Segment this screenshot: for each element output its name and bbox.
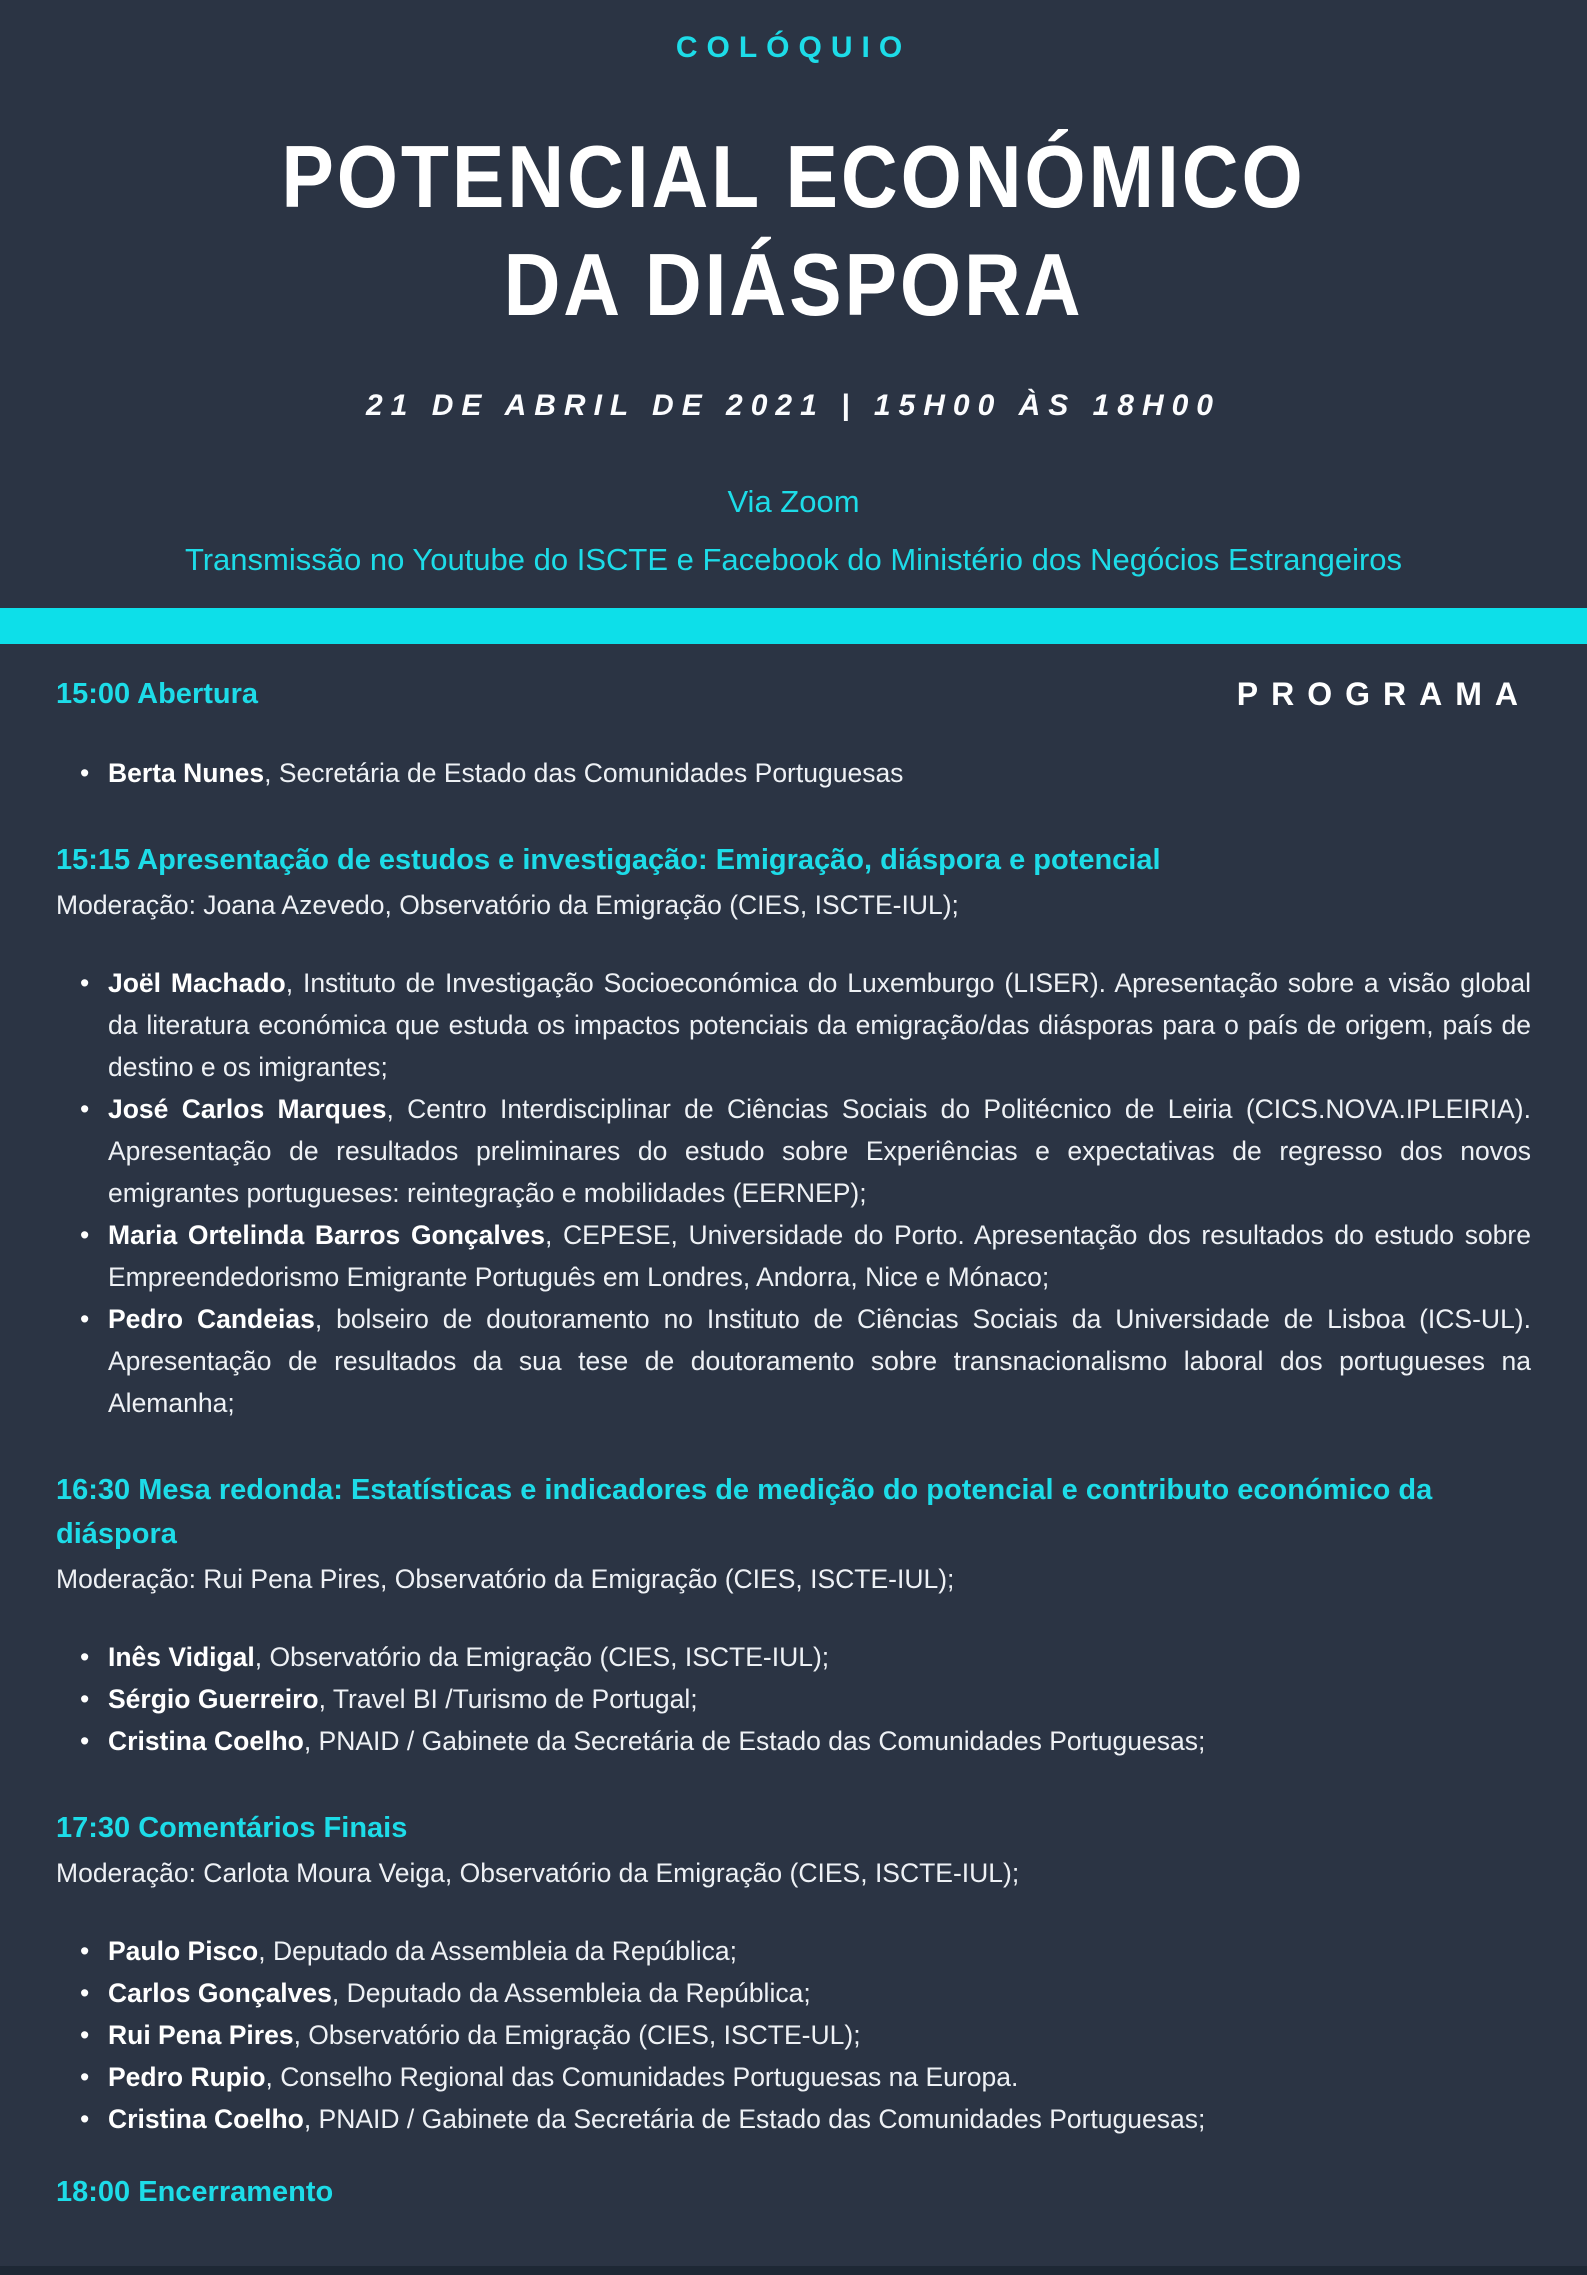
speaker-description: , Centro Interdisciplinar de Ciências Sociais do Politécnico de Leiria (CICS.NOVA.IPLEIRIA). Apresentação de resultados preliminares do estudo sobre Experiências e expectativas de regresso dos novos emigrantes portugueses: reintegração e mobilidades (EERNEP); bbox=[108, 1094, 1531, 1208]
speaker-affiliation: , Secretária de Estado das Comunidades Portuguesas bbox=[264, 758, 904, 788]
list-item bbox=[80, 962, 1531, 1088]
speaker-name: Rui Pena Pires bbox=[108, 2020, 294, 2050]
poster-header bbox=[0, 30, 1587, 580]
event-title-line2: DA DIÁSPORA bbox=[503, 236, 1084, 335]
list-item bbox=[80, 1972, 1531, 2014]
section-closing-header bbox=[56, 2170, 1531, 2214]
studies-speaker-list bbox=[56, 962, 1531, 1424]
speaker-affiliation: , Conselho Regional das Comunidades Portuguesas na Europa. bbox=[265, 2062, 1019, 2092]
section-roundtable-header bbox=[56, 1468, 1531, 1600]
section-studies-title: 15:15 Apresentação de estudos e investigação: Emigração, diáspora e potencial bbox=[56, 844, 1161, 876]
opening-speaker-list bbox=[56, 752, 1531, 794]
speaker-description: , Instituto de Investigação Socioeconómica do Luxemburgo (LISER). Apresentação sobre a visão global da literatura económica que estuda os impactos potenciais da emigração/das diásporas para o país de origem, país de destino e os imigrantes; bbox=[108, 968, 1531, 1082]
section-opening-title: 15:00 Abertura bbox=[56, 678, 259, 710]
speaker-name: Paulo Pisco bbox=[108, 1936, 259, 1966]
list-item bbox=[80, 1636, 1531, 1678]
list-item bbox=[80, 1930, 1531, 1972]
speaker-affiliation: , Deputado da Assembleia da República; bbox=[258, 1936, 738, 1966]
bottom-edge-strip bbox=[0, 2266, 1587, 2275]
event-datetime: 21 DE ABRIL DE 2021 | 15H00 ÀS 18H00 bbox=[365, 389, 1221, 422]
speaker-name: Pedro Candeias bbox=[108, 1304, 315, 1334]
speaker-name: Joël Machado bbox=[108, 968, 286, 998]
section-roundtable-moderation: Moderação: Rui Pena Pires, Observatório da Emigração (CIES, ISCTE-IUL); bbox=[56, 1564, 955, 1594]
cyan-divider-bar bbox=[0, 608, 1587, 644]
event-title-line1: POTENCIAL ECONÓMICO bbox=[281, 128, 1306, 227]
section-roundtable-title: 16:30 Mesa redonda: Estatísticas e indicadores de medição do potencial e contributo económico da diáspora bbox=[56, 1474, 1433, 1550]
section-studies-moderation: Moderação: Joana Azevedo, Observatório da Emigração (CIES, ISCTE-IUL); bbox=[56, 890, 959, 920]
speaker-name: Cristina Coelho bbox=[108, 1726, 304, 1756]
event-platform: Via Zoom bbox=[727, 484, 860, 519]
list-item bbox=[80, 2014, 1531, 2056]
speaker-name: Pedro Rupio bbox=[108, 2062, 266, 2092]
event-kicker: COLÓQUIO bbox=[675, 31, 912, 64]
list-item bbox=[80, 1678, 1531, 1720]
list-item bbox=[80, 1720, 1531, 1762]
program-label: PROGRAMA bbox=[1236, 676, 1531, 712]
speaker-affiliation: , Deputado da Assembleia da República; bbox=[331, 1978, 811, 2008]
program-body bbox=[0, 672, 1587, 2214]
list-item bbox=[80, 1088, 1531, 1214]
speaker-affiliation: , Observatório da Emigração (CIES, ISCTE-IUL); bbox=[254, 1642, 830, 1672]
speaker-description: , bolseiro de doutoramento no Instituto de Ciências Sociais da Universidade de Lisboa (ICS-UL). Apresentação de resultados da sua tese de doutoramento sobre transnacionalismo laboral dos portugueses na Alemanha; bbox=[108, 1304, 1531, 1418]
speaker-affiliation: , PNAID / Gabinete da Secretária de Estado das Comunidades Portuguesas; bbox=[303, 1726, 1206, 1756]
speaker-affiliation: , Travel BI /Turismo de Portugal; bbox=[318, 1684, 698, 1714]
list-item bbox=[80, 1214, 1531, 1298]
speaker-name: Sérgio Guerreiro bbox=[108, 1684, 319, 1714]
section-opening-header bbox=[56, 672, 1531, 716]
event-broadcast-info: Transmissão no Youtube do ISCTE e Facebook do Ministério dos Negócios Estrangeiros bbox=[184, 542, 1403, 577]
speaker-name: Cristina Coelho bbox=[108, 2104, 304, 2134]
list-item bbox=[80, 2056, 1531, 2098]
section-closing-title: 18:00 Encerramento bbox=[56, 2176, 334, 2208]
section-studies-header bbox=[56, 838, 1531, 926]
speaker-affiliation: , PNAID / Gabinete da Secretária de Estado das Comunidades Portuguesas; bbox=[303, 2104, 1206, 2134]
list-item bbox=[80, 752, 1531, 794]
list-item bbox=[80, 1298, 1531, 1424]
event-title bbox=[32, 124, 1556, 340]
speaker-name: Maria Ortelinda Barros Gonçalves bbox=[108, 1220, 545, 1250]
comments-speaker-list bbox=[56, 1930, 1531, 2140]
section-comments-header bbox=[56, 1806, 1531, 1894]
speaker-name: José Carlos Marques bbox=[108, 1094, 387, 1124]
section-comments-title: 17:30 Comentários Finais bbox=[56, 1812, 408, 1844]
speaker-name: Berta Nunes bbox=[108, 758, 265, 788]
section-comments-moderation: Moderação: Carlota Moura Veiga, Observatório da Emigração (CIES, ISCTE-IUL); bbox=[56, 1858, 1020, 1888]
speaker-name: Inês Vidigal bbox=[108, 1642, 255, 1672]
list-item bbox=[80, 2098, 1531, 2140]
roundtable-speaker-list bbox=[56, 1636, 1531, 1762]
speaker-affiliation: , Observatório da Emigração (CIES, ISCTE-UL); bbox=[293, 2020, 861, 2050]
speaker-description: , CEPESE, Universidade do Porto. Apresentação dos resultados do estudo sobre Empreendedorismo Emigrante Português em Londres, Andorra, Nice e Mónaco; bbox=[108, 1220, 1531, 1292]
speaker-name: Carlos Gonçalves bbox=[108, 1978, 332, 2008]
